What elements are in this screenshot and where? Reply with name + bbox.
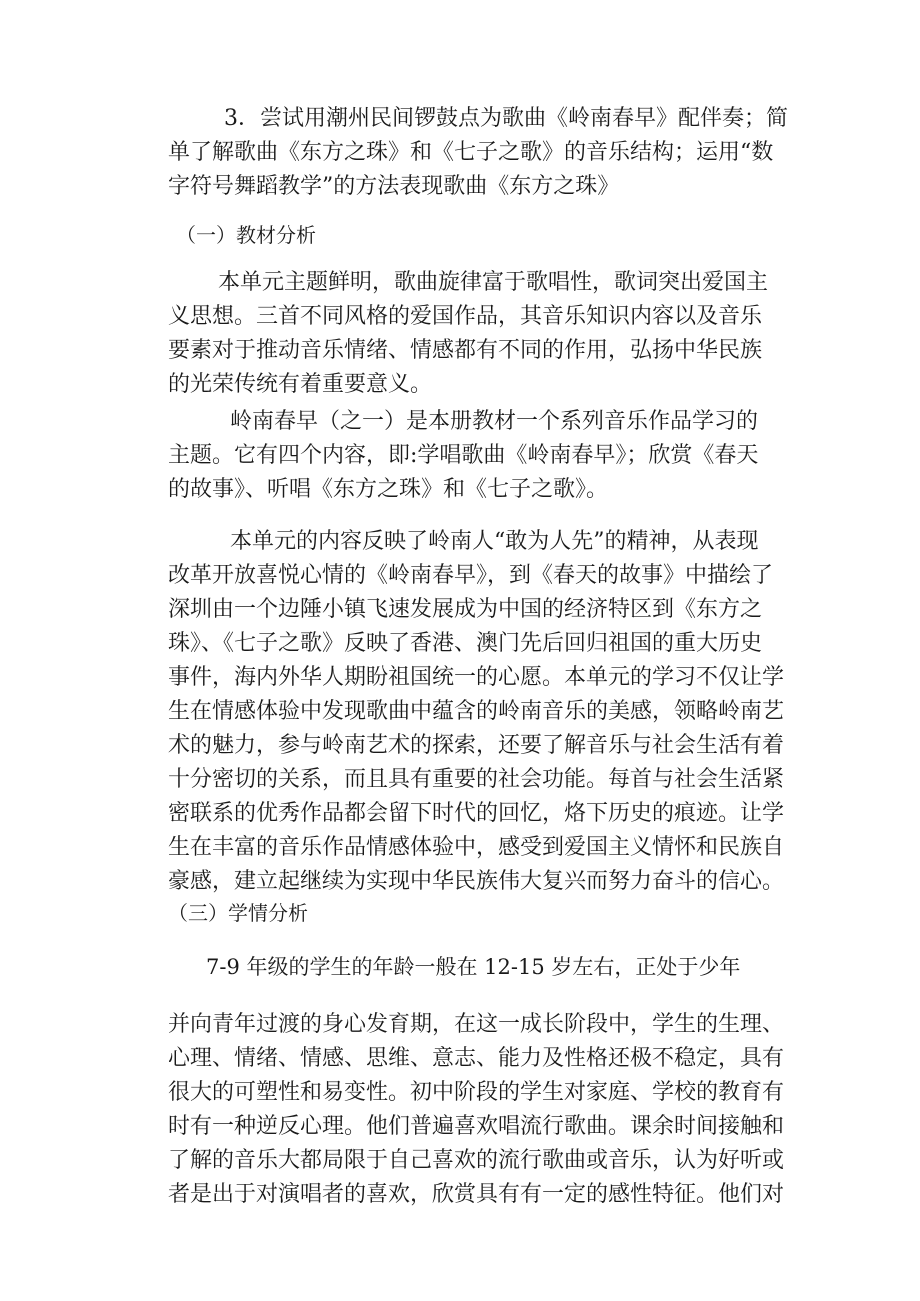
text-line: 十分密切的关系，而且具有重要的社会功能。每首与社会生活紧	[168, 767, 785, 792]
text-line: 7-9 年级的学生的年龄一般在 12-15 岁左右，正处于少年	[206, 955, 741, 979]
text-line: 要素对于推动音乐情绪、情感都有不同的作用，弘扬中华民族	[168, 338, 763, 363]
text-line: 深圳由一个边陲小镇飞速发展成为中国的经济特区到《东方之	[168, 597, 763, 622]
text-line: 主题。它有四个内容，即:学唱歌曲《岭南春早》；欣赏《春天	[168, 443, 759, 468]
text-line: 3．尝试用潮州民间锣鼓点为歌曲《岭南春早》配伴奏；简	[224, 106, 788, 131]
text-line: 本单元的内容反映了岭南人“敢为人先”的精神，从表现	[230, 529, 759, 554]
text-line: 珠》、《七子之歌》反映了香港、澳门先后回归祖国的重大历史	[168, 631, 763, 656]
section-heading-textbook-analysis	[176, 220, 836, 250]
paragraph-unit-content	[168, 525, 828, 899]
text-line: 字符号舞蹈教学”的方法表现歌曲《东方之珠》	[168, 174, 620, 199]
paragraph-lingnan-spring	[168, 405, 828, 507]
text-line: 生在丰富的音乐作品情感体验中，感受到爱国主义情怀和民族自	[168, 835, 785, 860]
text-line: 的故事》、听唱《东方之珠》和《七子之歌》。	[168, 477, 609, 502]
section-heading-student-analysis	[168, 898, 828, 928]
text-line: 义思想。三首不同风格的爱国作品，其音乐知识内容以及音乐	[168, 304, 763, 329]
text-line: 了解的音乐大都局限于自己喜欢的流行歌曲或音乐，认为好听或	[168, 1148, 785, 1173]
text-line: 并向青年过渡的身心发育期，在这一成长阶段中，学生的生理、	[168, 1012, 785, 1037]
text-line: 心理、情绪、情感、思维、意志、能力及性格还极不稳定，具有	[168, 1046, 785, 1071]
paragraph-unit-theme	[168, 266, 828, 402]
paragraph-student-development	[168, 1008, 828, 1212]
text-line: 岭南春早（之一）是本册教材一个系列音乐作品学习的	[230, 409, 759, 434]
text-line: 生在情感体验中发现歌曲中蕴含的岭南音乐的美感，领略岭南艺	[168, 699, 785, 724]
heading-text: （一）教材分析	[176, 223, 316, 247]
heading-text: （三）学情分析	[168, 901, 308, 925]
text-line: 改革开放喜悦心情的《岭南春早》，到《春天的故事》中描绘了	[168, 563, 774, 588]
text-line: 事件，海内外华人期盼祖国统一的心愿。本单元的学习不仅让学	[168, 665, 785, 690]
text-line: 单了解歌曲《东方之珠》和《七子之歌》的音乐结构；运用“数	[168, 140, 774, 165]
text-line: 本单元主题鲜明，歌曲旋律富于歌唱性，歌词突出爱国主	[218, 270, 769, 295]
text-line: 密联系的优秀作品都会留下时代的回忆，烙下历史的痕迹。让学	[168, 801, 785, 826]
text-line: 者是出于对演唱者的喜欢，欣赏具有有一定的感性特征。他们对	[168, 1182, 785, 1207]
text-line: 术的魅力，参与岭南艺术的探索，还要了解音乐与社会生活有着	[168, 733, 785, 758]
text-line: 时有一种逆反心理。他们普遍喜欢唱流行歌曲。课余时间接触和	[168, 1114, 785, 1139]
paragraph-objective-3	[168, 102, 828, 204]
text-line: 的光荣传统有着重要意义。	[168, 372, 433, 397]
paragraph-student-age	[206, 950, 866, 984]
text-line: 豪感，建立起继续为实现中华民族伟大复兴而努力奋斗的信心。	[168, 869, 785, 894]
text-line: 很大的可塑性和易变性。初中阶段的学生对家庭、学校的教育有	[168, 1080, 785, 1105]
